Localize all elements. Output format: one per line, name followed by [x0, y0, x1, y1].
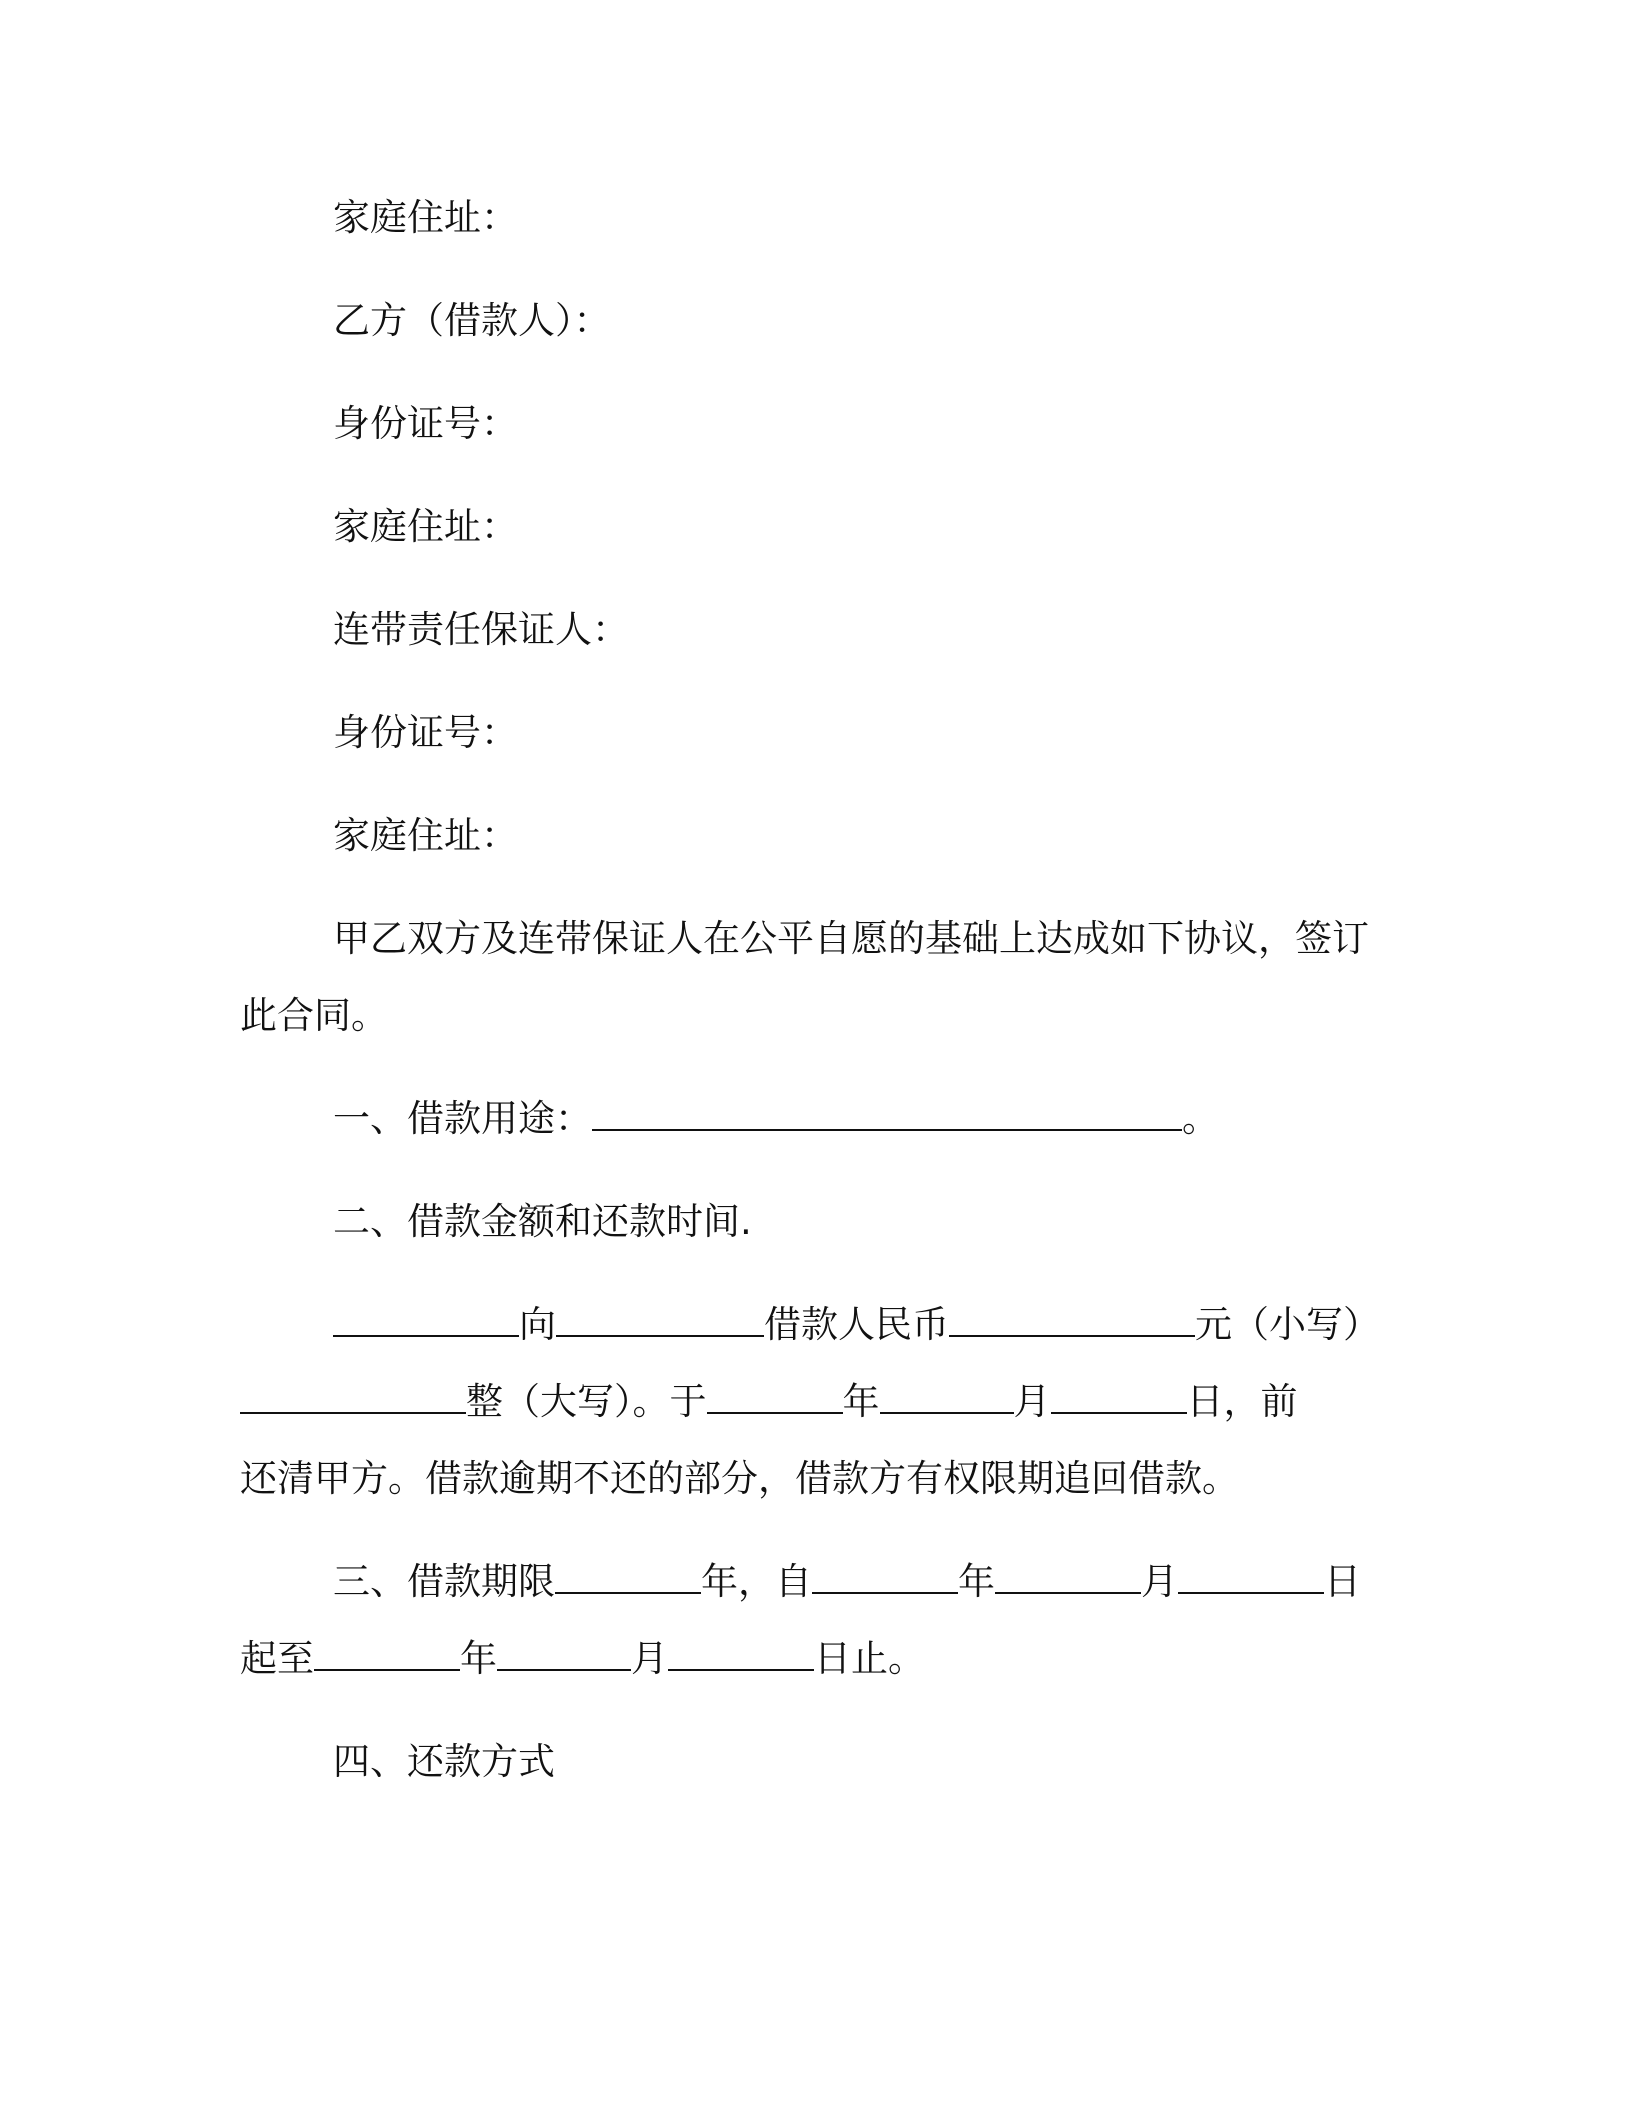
fill-blank-year[interactable] [707, 1382, 843, 1414]
fill-blank-lender[interactable] [333, 1305, 519, 1337]
id-number-label: 身份证号： [333, 711, 518, 754]
section-4-heading: 四、还款方式 [333, 1740, 555, 1783]
section-4-title [333, 1740, 555, 1784]
fill-blank-amount-small[interactable] [949, 1305, 1195, 1337]
section-3-line-1 [333, 1560, 1361, 1604]
fill-blank-start-day[interactable] [1178, 1562, 1324, 1594]
agreement-paragraph-line-1 [333, 917, 1369, 961]
text-line-party-b [333, 299, 611, 343]
fill-blank-term-years[interactable] [555, 1562, 701, 1594]
text-rizhi: 日止。 [814, 1637, 925, 1680]
section-1-loan-purpose [333, 1097, 1219, 1141]
text-borrow-rmb: 借款人民币 [764, 1303, 949, 1346]
fill-blank-end-year[interactable] [314, 1639, 460, 1671]
party-b-label: 乙方（借款人）： [333, 299, 611, 342]
id-number-label: 身份证号： [333, 402, 518, 445]
fill-blank-start-month[interactable] [995, 1562, 1141, 1594]
text-line-guarantor [333, 608, 629, 652]
text-ri: 日 [1324, 1560, 1361, 1603]
repayment-text: 还清甲方。借款逾期不还的部分，借款方有权限期追回借款。 [240, 1457, 1239, 1500]
fill-blank-month[interactable] [880, 1382, 1014, 1414]
text-line-id-number-1 [333, 402, 518, 446]
agreement-text: 此合同。 [240, 994, 388, 1037]
fill-blank-day[interactable] [1051, 1382, 1187, 1414]
text-zheng: 整（大写）。于 [466, 1380, 707, 1423]
text-line-home-address-2 [333, 505, 518, 549]
fill-blank-end-day[interactable] [668, 1639, 814, 1671]
agreement-text: 甲乙双方及连带保证人在公平自愿的基础上达成如下协议，签订 [333, 917, 1369, 960]
section-1-end: 。 [1182, 1097, 1219, 1140]
home-address-label: 家庭住址： [333, 196, 518, 239]
text-yue: 月 [631, 1637, 668, 1680]
text-ri-qian: 日，前 [1186, 1380, 1298, 1423]
text-xiang: 向 [519, 1303, 556, 1346]
fill-blank-amount-capital[interactable] [240, 1382, 466, 1414]
text-line-id-number-2 [333, 711, 518, 755]
agreement-paragraph-line-2 [240, 994, 388, 1038]
text-yue: 月 [1141, 1560, 1178, 1603]
section-2-heading: 二、借款金额和还款时间. [333, 1200, 752, 1243]
fill-blank-borrower[interactable] [556, 1305, 764, 1337]
home-address-label: 家庭住址： [333, 814, 518, 857]
section-2-line-2 [240, 1380, 1298, 1424]
home-address-label: 家庭住址： [333, 505, 518, 548]
guarantor-label: 连带责任保证人： [333, 608, 629, 651]
fill-blank-start-year[interactable] [812, 1562, 958, 1594]
text-nian-zi: 年，自 [701, 1560, 812, 1603]
section-1-label: 一、借款用途： [333, 1097, 592, 1140]
text-yuan-small: 元（小写） [1195, 1303, 1380, 1346]
text-nian: 年 [460, 1637, 497, 1680]
text-qizhi: 起至 [240, 1637, 314, 1680]
text-yue: 月 [1013, 1380, 1051, 1423]
section-2-line-1 [333, 1303, 1380, 1347]
text-line-home-address-1 [333, 196, 518, 240]
section-3-label: 三、借款期限 [333, 1560, 555, 1603]
section-2-title [333, 1200, 752, 1244]
section-2-line-3 [240, 1457, 1239, 1501]
section-3-line-2 [240, 1637, 925, 1681]
fill-blank-end-month[interactable] [497, 1639, 631, 1671]
text-nian: 年 [842, 1380, 880, 1423]
text-nian: 年 [958, 1560, 995, 1603]
fill-blank-loan-purpose[interactable] [592, 1099, 1182, 1131]
text-line-home-address-3 [333, 814, 518, 858]
